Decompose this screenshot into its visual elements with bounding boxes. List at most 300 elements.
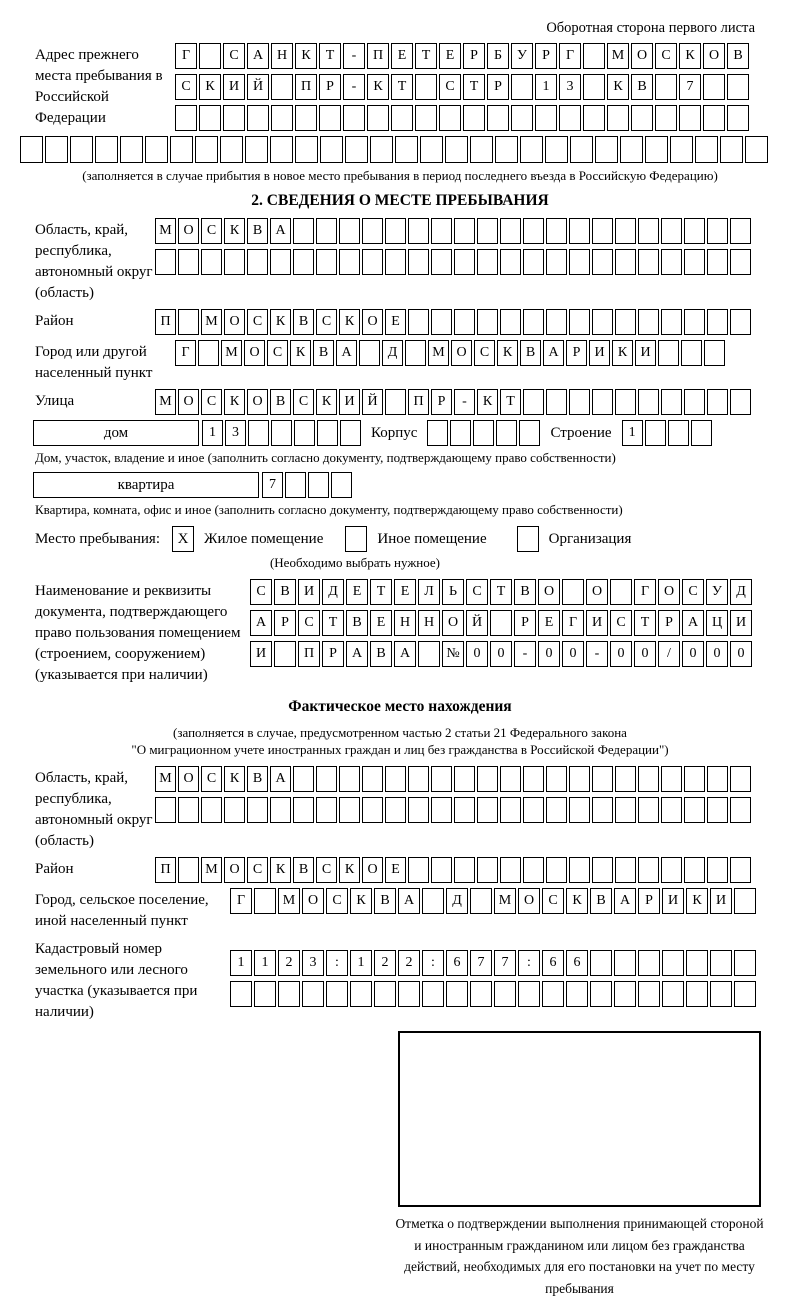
char-cell[interactable]: 0 <box>538 641 560 667</box>
char-cell[interactable]: О <box>224 857 245 883</box>
char-cell[interactable]: В <box>313 340 334 366</box>
char-cell[interactable] <box>295 105 317 131</box>
char-cell[interactable]: В <box>374 888 396 914</box>
char-cell[interactable]: Ь <box>442 579 464 605</box>
char-cell[interactable] <box>446 981 468 1007</box>
char-cell[interactable]: 1 <box>202 420 223 446</box>
char-cell[interactable] <box>70 136 93 163</box>
char-cell[interactable]: Е <box>538 610 560 636</box>
char-cell[interactable] <box>559 105 581 131</box>
char-cell[interactable] <box>730 309 751 335</box>
char-cell[interactable] <box>427 420 448 446</box>
char-cell[interactable]: О <box>178 766 199 792</box>
char-cell[interactable]: В <box>293 857 314 883</box>
char-cell[interactable] <box>695 136 718 163</box>
char-cell[interactable] <box>615 309 636 335</box>
char-cell[interactable]: О <box>362 857 383 883</box>
char-cell[interactable] <box>155 249 176 275</box>
char-cell[interactable]: А <box>270 218 291 244</box>
char-cell[interactable]: П <box>298 641 320 667</box>
char-cell[interactable]: 7 <box>470 950 492 976</box>
char-cell[interactable] <box>385 249 406 275</box>
char-cell[interactable]: А <box>346 641 368 667</box>
char-cell[interactable] <box>679 105 701 131</box>
char-cell[interactable] <box>254 981 276 1007</box>
char-cell[interactable]: В <box>293 309 314 335</box>
char-cell[interactable] <box>316 766 337 792</box>
char-cell[interactable] <box>201 249 222 275</box>
char-cell[interactable] <box>615 389 636 415</box>
char-cell[interactable]: О <box>703 43 725 69</box>
char-cell[interactable]: В <box>727 43 749 69</box>
char-cell[interactable] <box>592 857 613 883</box>
char-cell[interactable]: Т <box>490 579 512 605</box>
char-cell[interactable] <box>691 420 712 446</box>
char-cell[interactable] <box>707 766 728 792</box>
char-cell[interactable]: И <box>730 610 752 636</box>
char-cell[interactable] <box>223 105 245 131</box>
char-cell[interactable]: Т <box>391 74 413 100</box>
char-cell[interactable]: Р <box>319 74 341 100</box>
char-cell[interactable]: М <box>155 766 176 792</box>
char-cell[interactable] <box>271 105 293 131</box>
char-cell[interactable] <box>220 136 243 163</box>
char-cell[interactable] <box>385 766 406 792</box>
char-cell[interactable] <box>224 797 245 823</box>
char-cell[interactable]: Т <box>415 43 437 69</box>
char-cell[interactable]: С <box>316 309 337 335</box>
char-cell[interactable] <box>727 105 749 131</box>
char-cell[interactable]: - <box>586 641 608 667</box>
char-cell[interactable]: В <box>520 340 541 366</box>
char-cell[interactable] <box>500 249 521 275</box>
char-cell[interactable] <box>339 218 360 244</box>
char-cell[interactable]: 1 <box>535 74 557 100</box>
char-cell[interactable]: И <box>250 641 272 667</box>
char-cell[interactable]: С <box>201 766 222 792</box>
char-cell[interactable] <box>569 389 590 415</box>
char-cell[interactable]: А <box>270 766 291 792</box>
char-cell[interactable]: М <box>201 857 222 883</box>
char-cell[interactable]: В <box>247 766 268 792</box>
char-cell[interactable]: О <box>518 888 540 914</box>
char-cell[interactable] <box>569 218 590 244</box>
char-cell[interactable]: И <box>662 888 684 914</box>
char-cell[interactable]: Г <box>634 579 656 605</box>
char-cell[interactable]: С <box>316 857 337 883</box>
char-cell[interactable]: 7 <box>679 74 701 100</box>
char-cell[interactable]: М <box>278 888 300 914</box>
char-cell[interactable] <box>199 105 221 131</box>
char-cell[interactable]: К <box>224 218 245 244</box>
char-cell[interactable]: Т <box>319 43 341 69</box>
char-cell[interactable] <box>374 981 396 1007</box>
char-cell[interactable] <box>490 610 512 636</box>
char-cell[interactable]: 0 <box>490 641 512 667</box>
char-cell[interactable] <box>408 766 429 792</box>
char-cell[interactable] <box>638 981 660 1007</box>
char-cell[interactable] <box>684 249 705 275</box>
char-cell[interactable] <box>546 389 567 415</box>
char-cell[interactable]: М <box>428 340 449 366</box>
char-cell[interactable] <box>385 797 406 823</box>
char-cell[interactable]: 3 <box>302 950 324 976</box>
char-cell[interactable] <box>661 218 682 244</box>
char-cell[interactable]: К <box>477 389 498 415</box>
char-cell[interactable] <box>175 105 197 131</box>
char-cell[interactable] <box>302 981 324 1007</box>
char-cell[interactable] <box>198 340 219 366</box>
char-cell[interactable]: К <box>270 309 291 335</box>
char-cell[interactable] <box>201 797 222 823</box>
char-cell[interactable] <box>590 981 612 1007</box>
char-cell[interactable] <box>734 981 756 1007</box>
char-cell[interactable] <box>408 797 429 823</box>
char-cell[interactable] <box>546 857 567 883</box>
char-cell[interactable] <box>477 309 498 335</box>
char-cell[interactable]: Р <box>463 43 485 69</box>
char-cell[interactable] <box>385 389 406 415</box>
char-cell[interactable] <box>645 420 666 446</box>
char-cell[interactable] <box>477 766 498 792</box>
char-cell[interactable] <box>662 981 684 1007</box>
char-cell[interactable]: В <box>590 888 612 914</box>
char-cell[interactable]: К <box>367 74 389 100</box>
char-cell[interactable]: К <box>339 309 360 335</box>
char-cell[interactable] <box>546 218 567 244</box>
char-cell[interactable] <box>293 218 314 244</box>
char-cell[interactable]: С <box>175 74 197 100</box>
char-cell[interactable]: К <box>612 340 633 366</box>
char-cell[interactable] <box>638 857 659 883</box>
char-cell[interactable] <box>707 218 728 244</box>
char-cell[interactable] <box>684 766 705 792</box>
char-cell[interactable]: О <box>658 579 680 605</box>
char-cell[interactable] <box>178 797 199 823</box>
char-cell[interactable] <box>519 420 540 446</box>
char-cell[interactable]: Р <box>322 641 344 667</box>
char-cell[interactable] <box>734 888 756 914</box>
char-cell[interactable] <box>431 218 452 244</box>
char-cell[interactable] <box>445 136 468 163</box>
char-cell[interactable]: К <box>270 857 291 883</box>
char-cell[interactable] <box>500 797 521 823</box>
char-cell[interactable]: Г <box>175 43 197 69</box>
char-cell[interactable] <box>638 797 659 823</box>
char-cell[interactable] <box>595 136 618 163</box>
char-cell[interactable] <box>398 981 420 1007</box>
char-cell[interactable] <box>607 105 629 131</box>
char-cell[interactable]: М <box>607 43 629 69</box>
char-cell[interactable]: Т <box>634 610 656 636</box>
char-cell[interactable] <box>395 136 418 163</box>
char-cell[interactable] <box>500 857 521 883</box>
char-cell[interactable] <box>470 888 492 914</box>
char-cell[interactable] <box>362 766 383 792</box>
char-cell[interactable] <box>178 857 199 883</box>
char-cell[interactable] <box>431 309 452 335</box>
char-cell[interactable] <box>320 136 343 163</box>
char-cell[interactable]: Й <box>362 389 383 415</box>
char-cell[interactable] <box>408 249 429 275</box>
char-cell[interactable] <box>684 389 705 415</box>
char-cell[interactable] <box>155 797 176 823</box>
char-cell[interactable] <box>658 340 679 366</box>
char-cell[interactable] <box>727 74 749 100</box>
char-cell[interactable] <box>420 136 443 163</box>
char-cell[interactable] <box>518 981 540 1007</box>
char-cell[interactable]: П <box>408 389 429 415</box>
char-cell[interactable] <box>661 857 682 883</box>
char-cell[interactable]: С <box>682 579 704 605</box>
char-cell[interactable]: С <box>267 340 288 366</box>
char-cell[interactable]: - <box>343 74 365 100</box>
char-cell[interactable]: К <box>224 389 245 415</box>
char-cell[interactable]: У <box>706 579 728 605</box>
char-cell[interactable]: В <box>514 579 536 605</box>
char-cell[interactable] <box>569 857 590 883</box>
char-cell[interactable]: К <box>316 389 337 415</box>
char-cell[interactable] <box>408 218 429 244</box>
char-cell[interactable] <box>615 857 636 883</box>
char-cell[interactable]: А <box>398 888 420 914</box>
char-cell[interactable] <box>418 641 440 667</box>
char-cell[interactable]: У <box>511 43 533 69</box>
char-cell[interactable]: О <box>538 579 560 605</box>
char-cell[interactable]: 7 <box>262 472 283 498</box>
char-cell[interactable] <box>710 981 732 1007</box>
char-cell[interactable] <box>454 309 475 335</box>
char-cell[interactable]: С <box>201 389 222 415</box>
char-cell[interactable]: А <box>682 610 704 636</box>
char-cell[interactable] <box>730 249 751 275</box>
char-cell[interactable]: 3 <box>225 420 246 446</box>
char-cell[interactable]: Е <box>385 857 406 883</box>
char-cell[interactable]: 1 <box>230 950 252 976</box>
char-cell[interactable] <box>645 136 668 163</box>
char-cell[interactable]: К <box>339 857 360 883</box>
char-cell[interactable]: Р <box>274 610 296 636</box>
char-cell[interactable] <box>431 797 452 823</box>
char-cell[interactable]: К <box>350 888 372 914</box>
char-cell[interactable] <box>592 389 613 415</box>
char-cell[interactable] <box>583 43 605 69</box>
char-cell[interactable] <box>362 249 383 275</box>
char-cell[interactable] <box>638 950 660 976</box>
char-cell[interactable] <box>583 105 605 131</box>
char-cell[interactable] <box>570 136 593 163</box>
char-cell[interactable] <box>345 136 368 163</box>
char-cell[interactable]: Б <box>487 43 509 69</box>
char-cell[interactable]: Е <box>346 579 368 605</box>
char-cell[interactable]: К <box>497 340 518 366</box>
char-cell[interactable]: 1 <box>350 950 372 976</box>
char-cell[interactable] <box>20 136 43 163</box>
char-cell[interactable] <box>710 950 732 976</box>
char-cell[interactable] <box>546 797 567 823</box>
char-cell[interactable] <box>638 309 659 335</box>
char-cell[interactable]: С <box>293 389 314 415</box>
char-cell[interactable]: Е <box>370 610 392 636</box>
char-cell[interactable]: П <box>295 74 317 100</box>
char-cell[interactable] <box>339 249 360 275</box>
char-cell[interactable] <box>615 249 636 275</box>
char-cell[interactable] <box>662 950 684 976</box>
char-cell[interactable] <box>495 136 518 163</box>
char-cell[interactable] <box>415 105 437 131</box>
char-cell[interactable] <box>271 74 293 100</box>
char-cell[interactable] <box>661 389 682 415</box>
char-cell[interactable] <box>293 797 314 823</box>
char-cell[interactable] <box>316 218 337 244</box>
char-cell[interactable] <box>592 309 613 335</box>
char-cell[interactable] <box>463 105 485 131</box>
char-cell[interactable]: И <box>298 579 320 605</box>
char-cell[interactable] <box>362 797 383 823</box>
char-cell[interactable]: А <box>394 641 416 667</box>
char-cell[interactable] <box>638 766 659 792</box>
char-cell[interactable]: С <box>250 579 272 605</box>
char-cell[interactable] <box>199 43 221 69</box>
char-cell[interactable] <box>431 249 452 275</box>
char-cell[interactable] <box>707 389 728 415</box>
char-cell[interactable]: Й <box>466 610 488 636</box>
char-cell[interactable]: К <box>686 888 708 914</box>
char-cell[interactable] <box>477 857 498 883</box>
char-cell[interactable]: Е <box>439 43 461 69</box>
char-cell[interactable]: К <box>679 43 701 69</box>
char-cell[interactable] <box>592 249 613 275</box>
char-cell[interactable] <box>569 797 590 823</box>
char-cell[interactable] <box>278 981 300 1007</box>
char-cell[interactable]: И <box>589 340 610 366</box>
char-cell[interactable] <box>545 136 568 163</box>
char-cell[interactable] <box>684 218 705 244</box>
char-cell[interactable] <box>668 420 689 446</box>
char-cell[interactable]: А <box>543 340 564 366</box>
char-cell[interactable] <box>523 218 544 244</box>
char-cell[interactable] <box>178 249 199 275</box>
char-cell[interactable] <box>247 249 268 275</box>
char-cell[interactable] <box>523 389 544 415</box>
char-cell[interactable]: 1 <box>254 950 276 976</box>
char-cell[interactable] <box>270 136 293 163</box>
char-cell[interactable]: : <box>518 950 540 976</box>
char-cell[interactable]: А <box>614 888 636 914</box>
char-cell[interactable]: С <box>247 309 268 335</box>
char-cell[interactable] <box>362 218 383 244</box>
char-cell[interactable] <box>477 249 498 275</box>
char-cell[interactable]: Л <box>418 579 440 605</box>
char-cell[interactable] <box>703 74 725 100</box>
char-cell[interactable]: Д <box>730 579 752 605</box>
char-cell[interactable] <box>270 249 291 275</box>
char-cell[interactable] <box>569 766 590 792</box>
char-cell[interactable]: В <box>247 218 268 244</box>
char-cell[interactable]: Ц <box>706 610 728 636</box>
char-cell[interactable] <box>523 766 544 792</box>
char-cell[interactable]: Р <box>431 389 452 415</box>
char-cell[interactable] <box>511 74 533 100</box>
char-cell[interactable] <box>638 389 659 415</box>
char-cell[interactable]: Т <box>370 579 392 605</box>
char-cell[interactable] <box>450 420 471 446</box>
char-cell[interactable] <box>339 766 360 792</box>
char-cell[interactable] <box>350 981 372 1007</box>
char-cell[interactable] <box>615 766 636 792</box>
char-cell[interactable]: 0 <box>610 641 632 667</box>
char-cell[interactable]: С <box>247 857 268 883</box>
char-cell[interactable] <box>317 420 338 446</box>
char-cell[interactable]: Т <box>500 389 521 415</box>
char-cell[interactable] <box>730 218 751 244</box>
char-cell[interactable] <box>340 420 361 446</box>
char-cell[interactable]: 0 <box>634 641 656 667</box>
char-cell[interactable]: И <box>635 340 656 366</box>
char-cell[interactable] <box>470 136 493 163</box>
char-cell[interactable]: К <box>199 74 221 100</box>
char-cell[interactable] <box>454 857 475 883</box>
char-cell[interactable]: Р <box>535 43 557 69</box>
char-cell[interactable]: Н <box>394 610 416 636</box>
char-cell[interactable]: С <box>298 610 320 636</box>
char-cell[interactable] <box>730 797 751 823</box>
char-cell[interactable]: Г <box>562 610 584 636</box>
residence-type-checkbox-org[interactable] <box>517 526 539 552</box>
char-cell[interactable] <box>496 420 517 446</box>
char-cell[interactable]: 0 <box>466 641 488 667</box>
char-cell[interactable]: Д <box>446 888 468 914</box>
char-cell[interactable]: 2 <box>398 950 420 976</box>
char-cell[interactable] <box>454 249 475 275</box>
char-cell[interactable] <box>343 105 365 131</box>
char-cell[interactable] <box>592 766 613 792</box>
char-cell[interactable] <box>326 981 348 1007</box>
char-cell[interactable] <box>523 797 544 823</box>
char-cell[interactable] <box>569 309 590 335</box>
char-cell[interactable]: 0 <box>706 641 728 667</box>
char-cell[interactable]: Г <box>559 43 581 69</box>
char-cell[interactable] <box>339 797 360 823</box>
char-cell[interactable] <box>178 309 199 335</box>
char-cell[interactable] <box>592 797 613 823</box>
char-cell[interactable] <box>546 766 567 792</box>
char-cell[interactable] <box>562 579 584 605</box>
char-cell[interactable] <box>494 981 516 1007</box>
char-cell[interactable] <box>745 136 768 163</box>
char-cell[interactable]: 6 <box>446 950 468 976</box>
char-cell[interactable] <box>224 249 245 275</box>
char-cell[interactable] <box>546 249 567 275</box>
char-cell[interactable]: Р <box>658 610 680 636</box>
char-cell[interactable] <box>422 888 444 914</box>
char-cell[interactable] <box>95 136 118 163</box>
char-cell[interactable] <box>316 797 337 823</box>
char-cell[interactable] <box>670 136 693 163</box>
char-cell[interactable]: О <box>224 309 245 335</box>
char-cell[interactable] <box>247 797 268 823</box>
char-cell[interactable]: Е <box>391 43 413 69</box>
char-cell[interactable]: Д <box>322 579 344 605</box>
char-cell[interactable]: - <box>343 43 365 69</box>
char-cell[interactable] <box>734 950 756 976</box>
char-cell[interactable] <box>316 249 337 275</box>
char-cell[interactable]: Н <box>418 610 440 636</box>
char-cell[interactable] <box>359 340 380 366</box>
char-cell[interactable]: С <box>474 340 495 366</box>
char-cell[interactable] <box>583 74 605 100</box>
char-cell[interactable] <box>523 309 544 335</box>
